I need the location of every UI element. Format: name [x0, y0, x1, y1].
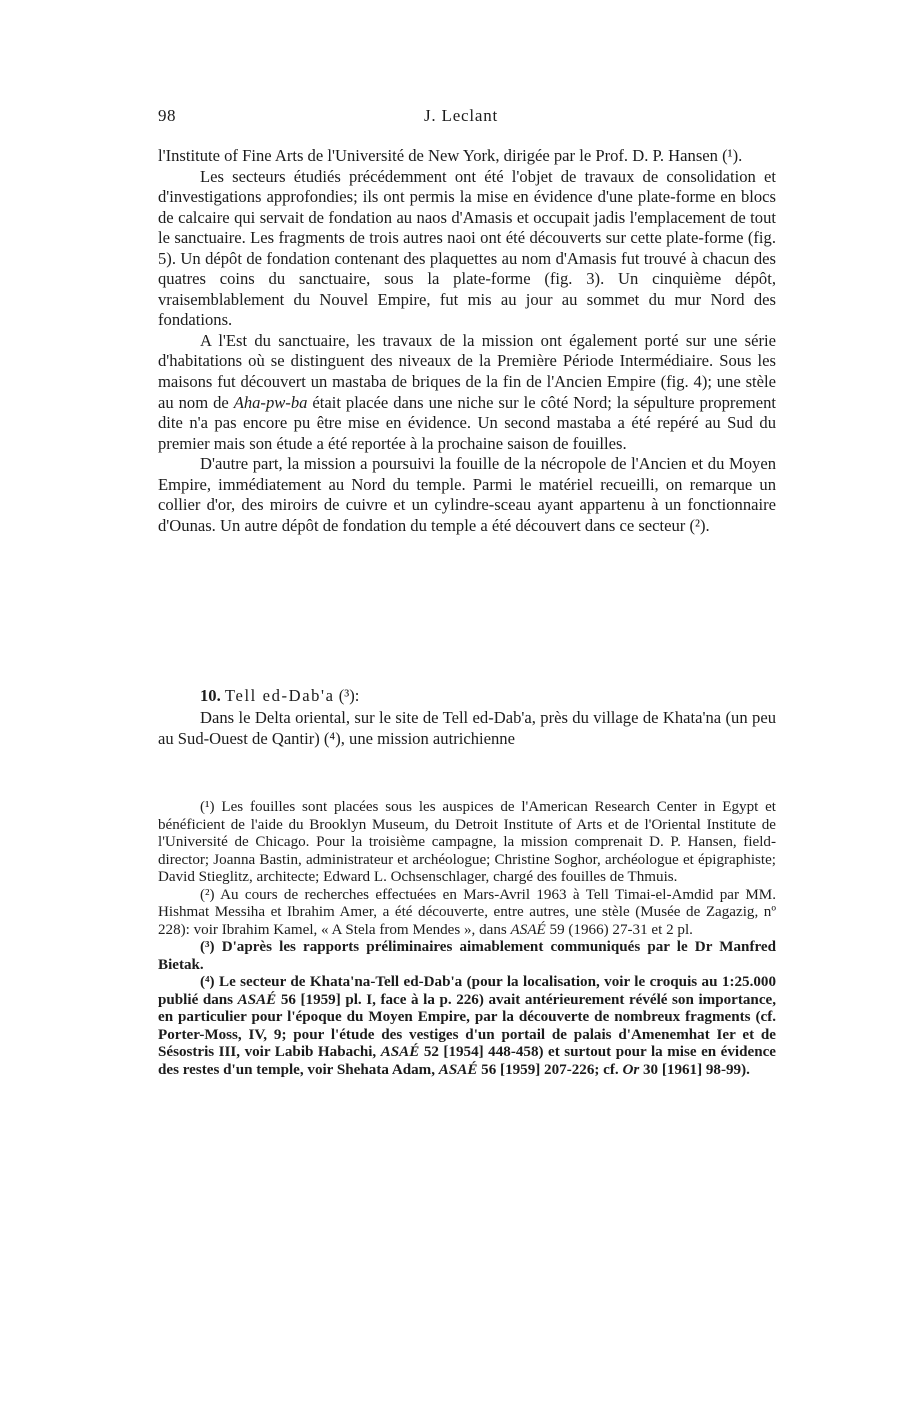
footnote-2 [158, 887, 776, 940]
name-aha-pw-ba: Aha-pw-ba [233, 392, 308, 412]
section-title-note: (³): [334, 686, 360, 705]
page-number: 98 [158, 106, 176, 125]
footnote-4-text-e: 30 [1961] 98-99). [639, 1061, 750, 1078]
footnotes [158, 799, 776, 1079]
paragraph-1: l'Institute of Fine Arts de l'Université de New York, dirigée par le Prof. D. P. Hansen (¹). [158, 146, 743, 165]
section-text [158, 708, 776, 749]
footnote-2-journal: ASAÉ [510, 921, 546, 938]
running-title: J. Leclant [424, 106, 499, 125]
section-paragraph: Dans le Delta oriental, sur le site de Tell ed-Dab'a, près du village de Khata'na (un peu au Sud-Ouest de Qantir) (⁴), une mission autrichienne [158, 708, 776, 748]
paragraph-2: Les secteurs étudiés précédemment ont été l'objet de travaux de consolidation et d'investigations approfondies; ils ont permis la mise en évidence d'une plate-forme en blocs de calcaire qui servait de fondation au naos d'Amasis et occupait jadis l'emplacement de tout le sanctuaire. Les fragments de trois autres naoi ont été découverts sur cette plate-forme (fig. 5). Un dépôt de fondation contenant des plaquettes au nom d'Amasis fut trouvé à chacun des quatres coins du sanctuaire, sous la plate-forme (fig. 3). Un cinquième dépôt, vraisemblablement du Nouvel Empire, fut mis au jour au sommet du mur Nord des fondations. [158, 166, 776, 330]
footnote-4 [158, 974, 776, 1079]
footnote-4-text-d: 56 [1959] 207-226; cf. [477, 1061, 623, 1078]
paragraph-3-text-a: A l'Est du sanctuaire, les travaux de la mission ont également porté sur une série d'habitations où se distinguent des niveaux de la Première Période Intermédiaire. Sous les maisons fut découvert un mastaba de briques de la fin de l'Ancien Empire (fig. 4); une stèle au nom de [158, 330, 776, 412]
footnote-4-journal-4: Or [622, 1061, 640, 1078]
paragraph-3 [158, 331, 776, 454]
footnote-1: (¹) Les fouilles sont placées sous les auspices de l'American Research Center in Egypt et bénéficient de l'aide du Brooklyn Museum, du Detroit Institute of Arts et de l'Oriental Institute de l'Université de Chicago. Pour la troisième campagne, la mission comprenait D. P. Hansen, field-director; Joanna Bastin, administrateur et archéologue; Christine Soghor, archéologue et épigraphiste; David Stieglitz, architecte; Edward L. Ochsenschlager, chargé des fouilles de Thmuis. [158, 799, 776, 885]
footnote-4-text-b: 56 [1959] pl. I, face à la p. 226) avait antérieurement révélé son importance, en particulier pour l'époque du Moyen Empire, par la découverte de nombreux fragments (cf. Porter-Moss, IV, 9; pour l'étude des vestiges d'un portail de palais d'Amenemhat Ier et de Sésostris III, voir Labib Habachi, [158, 991, 776, 1060]
footnote-2-text-b: 59 (1966) 27-31 et 2 pl. [545, 921, 693, 938]
footnote-2-text-a: (²) Au cours de recherches effectuées en Mars-Avril 1963 à Tell Timai-el-Amdid par MM. Hishmat Messiha et Ibrahim Amer, a été découverte, entre autres, une stèle (Musée de Zagazig, nº 228): voir Ibrahim Kamel, « A Stela from Mendes », dans [158, 886, 776, 938]
paragraph-4: D'autre part, la mission a poursuivi la fouille de la nécropole de l'Ancien et du Moyen Empire, immédiatement au Nord du temple. Parmi le matériel recueilli, on remarque un collier d'or, des miroirs de cuivre et un cylindre-sceau ayant appartenu à un fonctionnaire d'Ounas. Un autre dépôt de fondation du temple a été découvert dans ce secteur (²). [158, 454, 776, 535]
footnote-4-journal-1: ASAÉ [237, 991, 277, 1008]
section-title: Tell ed-Dab'a [224, 686, 335, 705]
page-header [0, 106, 906, 132]
footnote-4-text-a: (⁴) Le secteur de Khata'na-Tell ed-Dab'a (pour la localisation, voir le croquis au 1:25.000 publié dans [158, 974, 776, 1008]
section-number: 10. [200, 686, 221, 705]
paragraph-3-text-b: était placée dans une niche sur le côté Nord; la sépulture proprement dite n'a pas encore pu être mise en évidence. Un second mastaba a été repéré au Sud du premier mais son étude a été reportée à la prochaine saison de fouilles. [158, 392, 776, 453]
footnote-4-text-c: 52 [1954] 448-458) et surtout pour la mise en évidence des restes d'un temple, voir Shehata Adam, [158, 1044, 777, 1078]
footnote-4-journal-3: ASAÉ [438, 1061, 478, 1078]
section-heading [200, 686, 774, 707]
footnote-4-journal-2: ASAÉ [380, 1044, 420, 1060]
footnote-3: (³) D'après les rapports préliminaires aimablement communiqués par le Dr Manfred Bietak. [158, 939, 776, 973]
body-text [158, 146, 776, 536]
